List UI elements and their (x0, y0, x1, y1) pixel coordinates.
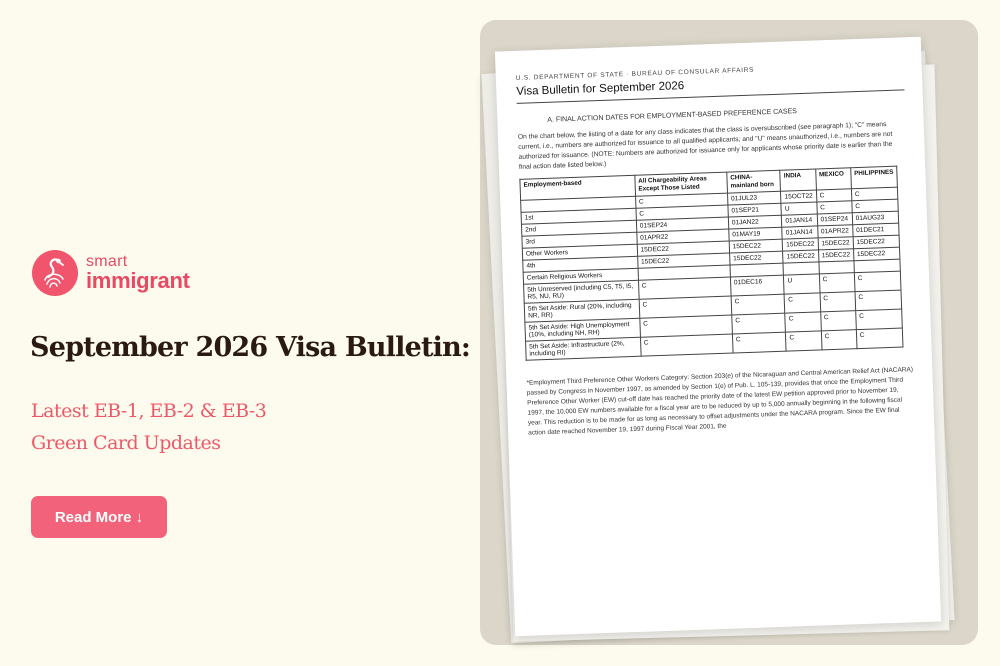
table-cell: 15DEC22 (853, 235, 900, 249)
table-cell: 15DEC22 (729, 251, 783, 265)
subheadline-line-2: Green Card Updates (31, 432, 221, 454)
table-cell: 5th Set Aside: Rural (20%, including NR, RR) (524, 299, 639, 322)
table-header-cell: Employment-based (520, 175, 635, 200)
table-cell: 01MAY19 (729, 227, 783, 241)
table-header-cell: All Chargeability Areas Except Those Listed (635, 172, 728, 196)
table-cell: 01DEC21 (852, 223, 899, 237)
table-cell: C (786, 331, 822, 351)
table-cell: 15OCT22 (781, 190, 817, 203)
table-cell: Other Workers (522, 244, 637, 260)
subheadline-line-1: Latest EB-1, EB-2 & EB-3 (31, 400, 267, 422)
table-cell: C (820, 311, 856, 331)
brand-logo (32, 250, 190, 296)
document-footnote: *Employment Third Preference Other Workers Category: Section 203(e) of the Nicaraguan and Central American Relief Act (NACARA) passed by Congress in November 1997, as amended by Section 1(e) of Pub. L. 105-139, provides that once the Employment Third Preference Other Worker (EW) cut-off date has reached the priority date of the latest EW petition approved prior to November 19, 1997, the 10,000 EW numbers available for a fiscal year are to be reduced by up to 5,000 annually beginning in the following fiscal year. This reduction is to be made for as long as necessary to offset adjustments under the NACARA program. Since the EW final action date reached November 19, 1997 during Fiscal Year 2001, the (526, 366, 914, 437)
document-title: Visa Bulletin for September 2026 (516, 72, 904, 104)
table-cell: C (855, 290, 902, 311)
table-cell: 5th Unreserved (including C5, T5, I5, R5, NU, RU) (524, 280, 639, 303)
table-cell: Certain Religious Workers (523, 268, 638, 284)
brand-line-1: smart (86, 253, 128, 270)
table-cell: 01SEP24 (636, 217, 729, 232)
table-cell: U (781, 202, 817, 215)
table-cell: 15DEC22 (637, 241, 730, 256)
table-cell: 01AUG23 (852, 211, 899, 225)
table-cell: C (819, 273, 855, 293)
headline: September 2026 Visa Bulletin: (30, 332, 471, 363)
read-more-button[interactable]: Read More ↓ (31, 496, 167, 538)
table-cell: C (732, 332, 786, 353)
table-cell: C (731, 294, 785, 315)
table-cell: C (640, 334, 733, 356)
subheadline (31, 395, 331, 459)
table-cell: C (820, 292, 856, 312)
table-cell: 15DEC22 (818, 237, 854, 250)
document-intro: On the chart below, the listing of a date for any class indicates that the class is oversubscribed (see paragraph 1); "C" means current, i.e., numbers are authorized for issuance to all qualified applicants; and "U" means unauthorized, i.e., numbers are not authorized for issuance. (NOTE: Numbers are authorized for issuance only for applicants whose priority date is earlier than the final action date listed below.) (517, 120, 893, 171)
document-agency: U.S. DEPARTMENT OF STATE · BUREAU OF CONSULAR AFFAIRS (515, 66, 755, 82)
table-cell: C (785, 312, 821, 332)
table-cell: C (851, 187, 898, 201)
table-cell: 15DEC22 (783, 250, 819, 263)
table-cell: 15DEC22 (729, 239, 783, 253)
table-cell: C (855, 309, 902, 330)
flamingo-fingerprint-icon (32, 250, 78, 296)
visa-bulletin-document (495, 37, 941, 637)
table-cell: 01JUL23 (727, 191, 781, 205)
table-cell: 3rd (522, 232, 637, 248)
table-cell: C (638, 277, 731, 299)
table-cell: C (784, 293, 820, 313)
table-cell: 5th Set Aside: Infrastructure (2%, including RI) (526, 337, 641, 360)
table-cell: 01APR22 (817, 225, 853, 238)
table-cell: 01DEC16 (730, 275, 784, 296)
table-cell: 01JAN22 (728, 215, 782, 229)
table-cell: C (856, 328, 903, 349)
table-cell: C (639, 296, 732, 318)
table-cell: 15DEC22 (637, 253, 730, 268)
table-cell: 2nd (521, 220, 636, 236)
table-cell: U (784, 274, 820, 294)
table-cell: 15DEC22 (853, 247, 900, 261)
table-cell: C (816, 201, 852, 214)
brand-line-2: immigrant (86, 268, 190, 293)
document-section-heading: A. FINAL ACTION DATES FOR EMPLOYMENT-BASED PREFERENCE CASES (547, 108, 798, 124)
table-cell: C (636, 205, 729, 220)
table-cell: 15DEC22 (783, 238, 819, 251)
brand-wordmark (86, 254, 190, 292)
table-cell: 01JAN14 (782, 226, 818, 239)
table-header-cell: MEXICO (815, 168, 851, 190)
table-cell: C (640, 315, 733, 337)
table-cell: 01APR22 (637, 229, 730, 244)
table-cell: 5th Set Aside: High Unemployment (10%, including NH, RH) (525, 318, 640, 341)
table-cell: C (816, 189, 852, 202)
table-header-cell: PHILIPPINES (850, 166, 897, 189)
table-header-cell: CHINA-mainland born (727, 170, 781, 193)
table-header-cell: INDIA (780, 169, 816, 191)
table-cell: 4th (523, 256, 638, 272)
table-cell: C (821, 330, 857, 350)
table-cell: 01JAN14 (782, 214, 818, 227)
table-cell: 01SEP24 (817, 213, 853, 226)
table-cell: 01SEP21 (728, 203, 782, 217)
table-cell: C (852, 199, 899, 213)
table-cell: 1st (521, 208, 636, 224)
final-action-dates-table (519, 166, 903, 361)
table-cell: C (732, 313, 786, 334)
table-cell: C (854, 271, 901, 292)
table-cell: 15DEC22 (818, 249, 854, 262)
table-cell: C (635, 193, 728, 208)
